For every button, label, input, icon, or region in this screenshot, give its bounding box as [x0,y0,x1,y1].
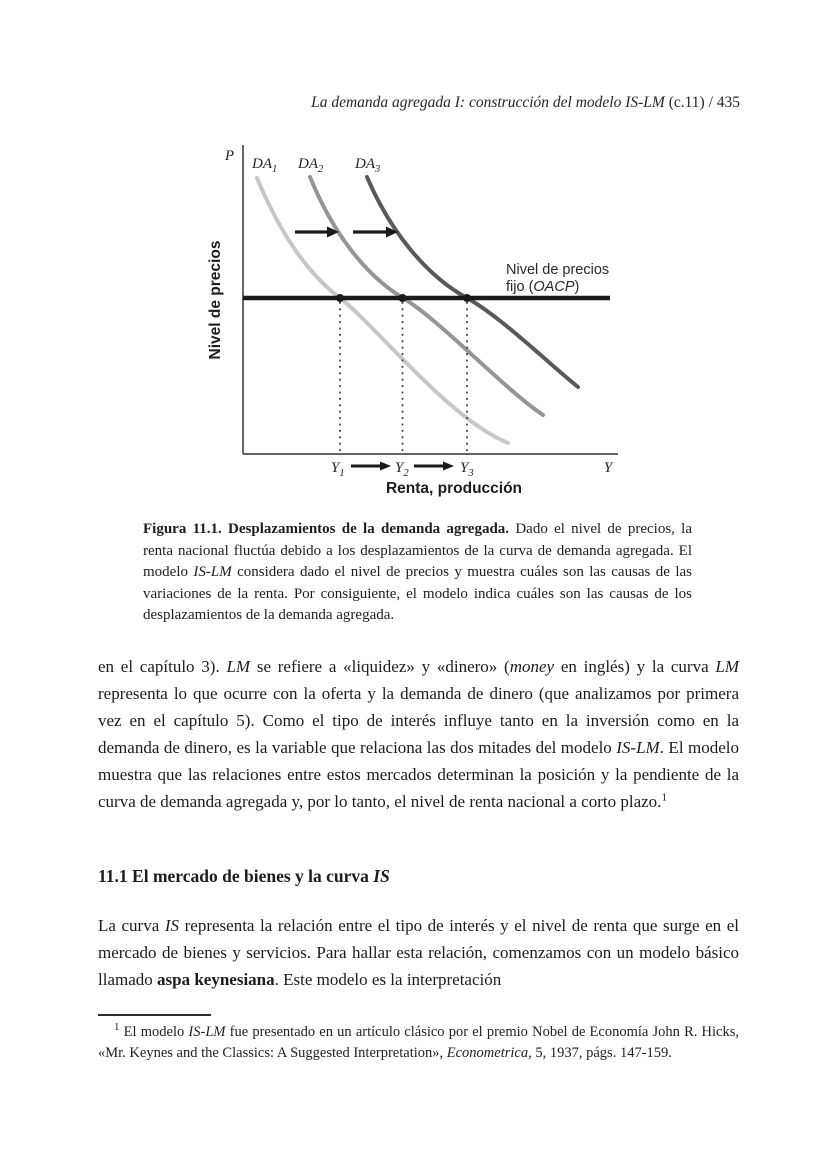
footnote-islm: IS-LM [188,1024,226,1040]
equilibrium-dot-1 [336,294,344,302]
p2-text-2: . Este modelo es la interpretación [274,970,502,989]
price-line-label-line2 [506,279,579,295]
da3-label-base: DA [355,156,375,172]
y3-tick-sub: 3 [468,468,474,479]
da3-label-sub: 3 [375,164,381,175]
figure-caption-islm: IS-LM [193,564,232,580]
y1-tick-label [331,460,345,479]
y1-tick-base: Y [331,460,340,476]
paragraph-is-curve [98,912,739,993]
p1-money: money [509,657,555,676]
p-axis-label: P [224,148,234,164]
p1-text-2: en inglés) y la curva [554,657,716,676]
da1-label-sub: 1 [272,164,278,175]
p1-lm-1: LM [226,657,251,676]
price-line-label-oacp: OACP [533,279,575,295]
y3-tick-label [460,460,474,479]
p1-footnote-ref: 1 [661,791,667,804]
p1-text-1: se refiere a «liquidez» y «dinero» ( [250,657,510,676]
footnote-text-0: El modelo [119,1024,189,1040]
paragraph-lm-description [98,653,739,815]
p1-text-3: representa lo que ocurre con la oferta y la demanda de dinero (que analizamos por primera vez en el capítulo 5). Como el tipo de interés influye tanto en la inversión como en la demanda de dinero, es la variable que relaciona las dos mitades del modelo [98,684,739,757]
da1-label-base: DA [252,156,272,172]
p1-lm-2: LM [715,657,739,676]
figure-11-1-chart [205,138,635,508]
y2-tick-base: Y [395,460,404,476]
da2-label [297,156,324,175]
p2-text-1: representa la relación entre el tipo de interés y el nivel de renta que surge en el mercado de bienes y servicios. Para hallar esta relación, comenzamos con un modelo básico llamado [98,916,740,989]
y1-tick-sub: 1 [339,468,345,479]
price-line-label-line1: Nivel de precios [506,262,610,278]
y-axis-title: Nivel de precios [207,240,224,360]
da2-label-base: DA [298,156,318,172]
p2-is: IS [164,916,180,935]
section-heading-text: 11.1 El mercado de bienes y la curva [98,866,374,886]
section-heading-11-1 [98,866,390,887]
da1-curve [257,178,508,443]
footnote-text-2: , 5, 1937, págs. 147-159. [528,1044,672,1061]
da3-label [354,156,380,175]
running-head [311,94,740,112]
p2-aspa-keynesiana: aspa keynesiana [157,970,275,989]
figure-caption-text-2: considera dado el nivel de precios y muestra cuáles son las causas de las variaciones de la renta. Por consiguiente, el modelo indica cuáles son las causas de los desplazamientos de la demanda agregada. [143,564,692,623]
equilibrium-dot-3 [463,294,471,302]
x-axis-arrow-y1-y2 [351,462,391,471]
y2-tick-sub: 2 [403,468,409,479]
footnote-text-1: fue presentado en un artículo clásico por el premio Nobel de Economía John R. Hicks, «Mr. Keynes and the Classics: A Suggested Interpretation», [98,1024,739,1061]
figure-caption [143,519,692,627]
running-head-chapter-title: La demanda agregada I: construcción del modelo IS-LM [311,94,665,111]
y3-tick-base: Y [460,460,469,476]
p1-islm: IS-LM [616,738,660,757]
footnote-1 [98,1022,739,1063]
p1-text-4: . El modelo muestra que las relaciones entre estos mercados determinan la posición y la pendiente de la curva de demanda agregada y, por lo tanto, el nivel de renta nacional a corto plazo. [98,738,739,811]
y2-tick-label [395,460,409,479]
footnote-separator-rule [98,1014,211,1016]
p2-text-0: La curva [98,916,165,935]
x-axis-arrow-y2-y3 [414,462,454,471]
figure-caption-text-1: Dado el nivel de precios, la renta nacional fluctúa debido a los desplazamientos de la curva de demanda agregada. El modelo [143,521,692,580]
p1-text-0: en el capítulo 3). [98,657,227,676]
running-head-page-number: (c.11) / 435 [664,94,740,111]
figure-caption-title: Figura 11.1. Desplazamientos de la demanda agregada. [143,521,510,537]
x-axis-end-label: Y [603,460,613,476]
da2-label-sub: 2 [318,164,324,175]
footnote-number: 1 [114,1021,120,1034]
da1-label [251,156,277,175]
x-axis-title: Renta, producción [385,480,523,497]
footnote-econometrica: Econometrica [446,1044,529,1061]
equilibrium-dot-2 [399,294,407,302]
shift-arrow-da2-da3 [353,227,398,238]
section-heading-is: IS [373,866,390,886]
price-line-label-prefix: fijo ( [506,279,534,295]
shift-arrow-da1-da2 [295,227,339,238]
price-line-label-suffix: ) [574,279,580,295]
